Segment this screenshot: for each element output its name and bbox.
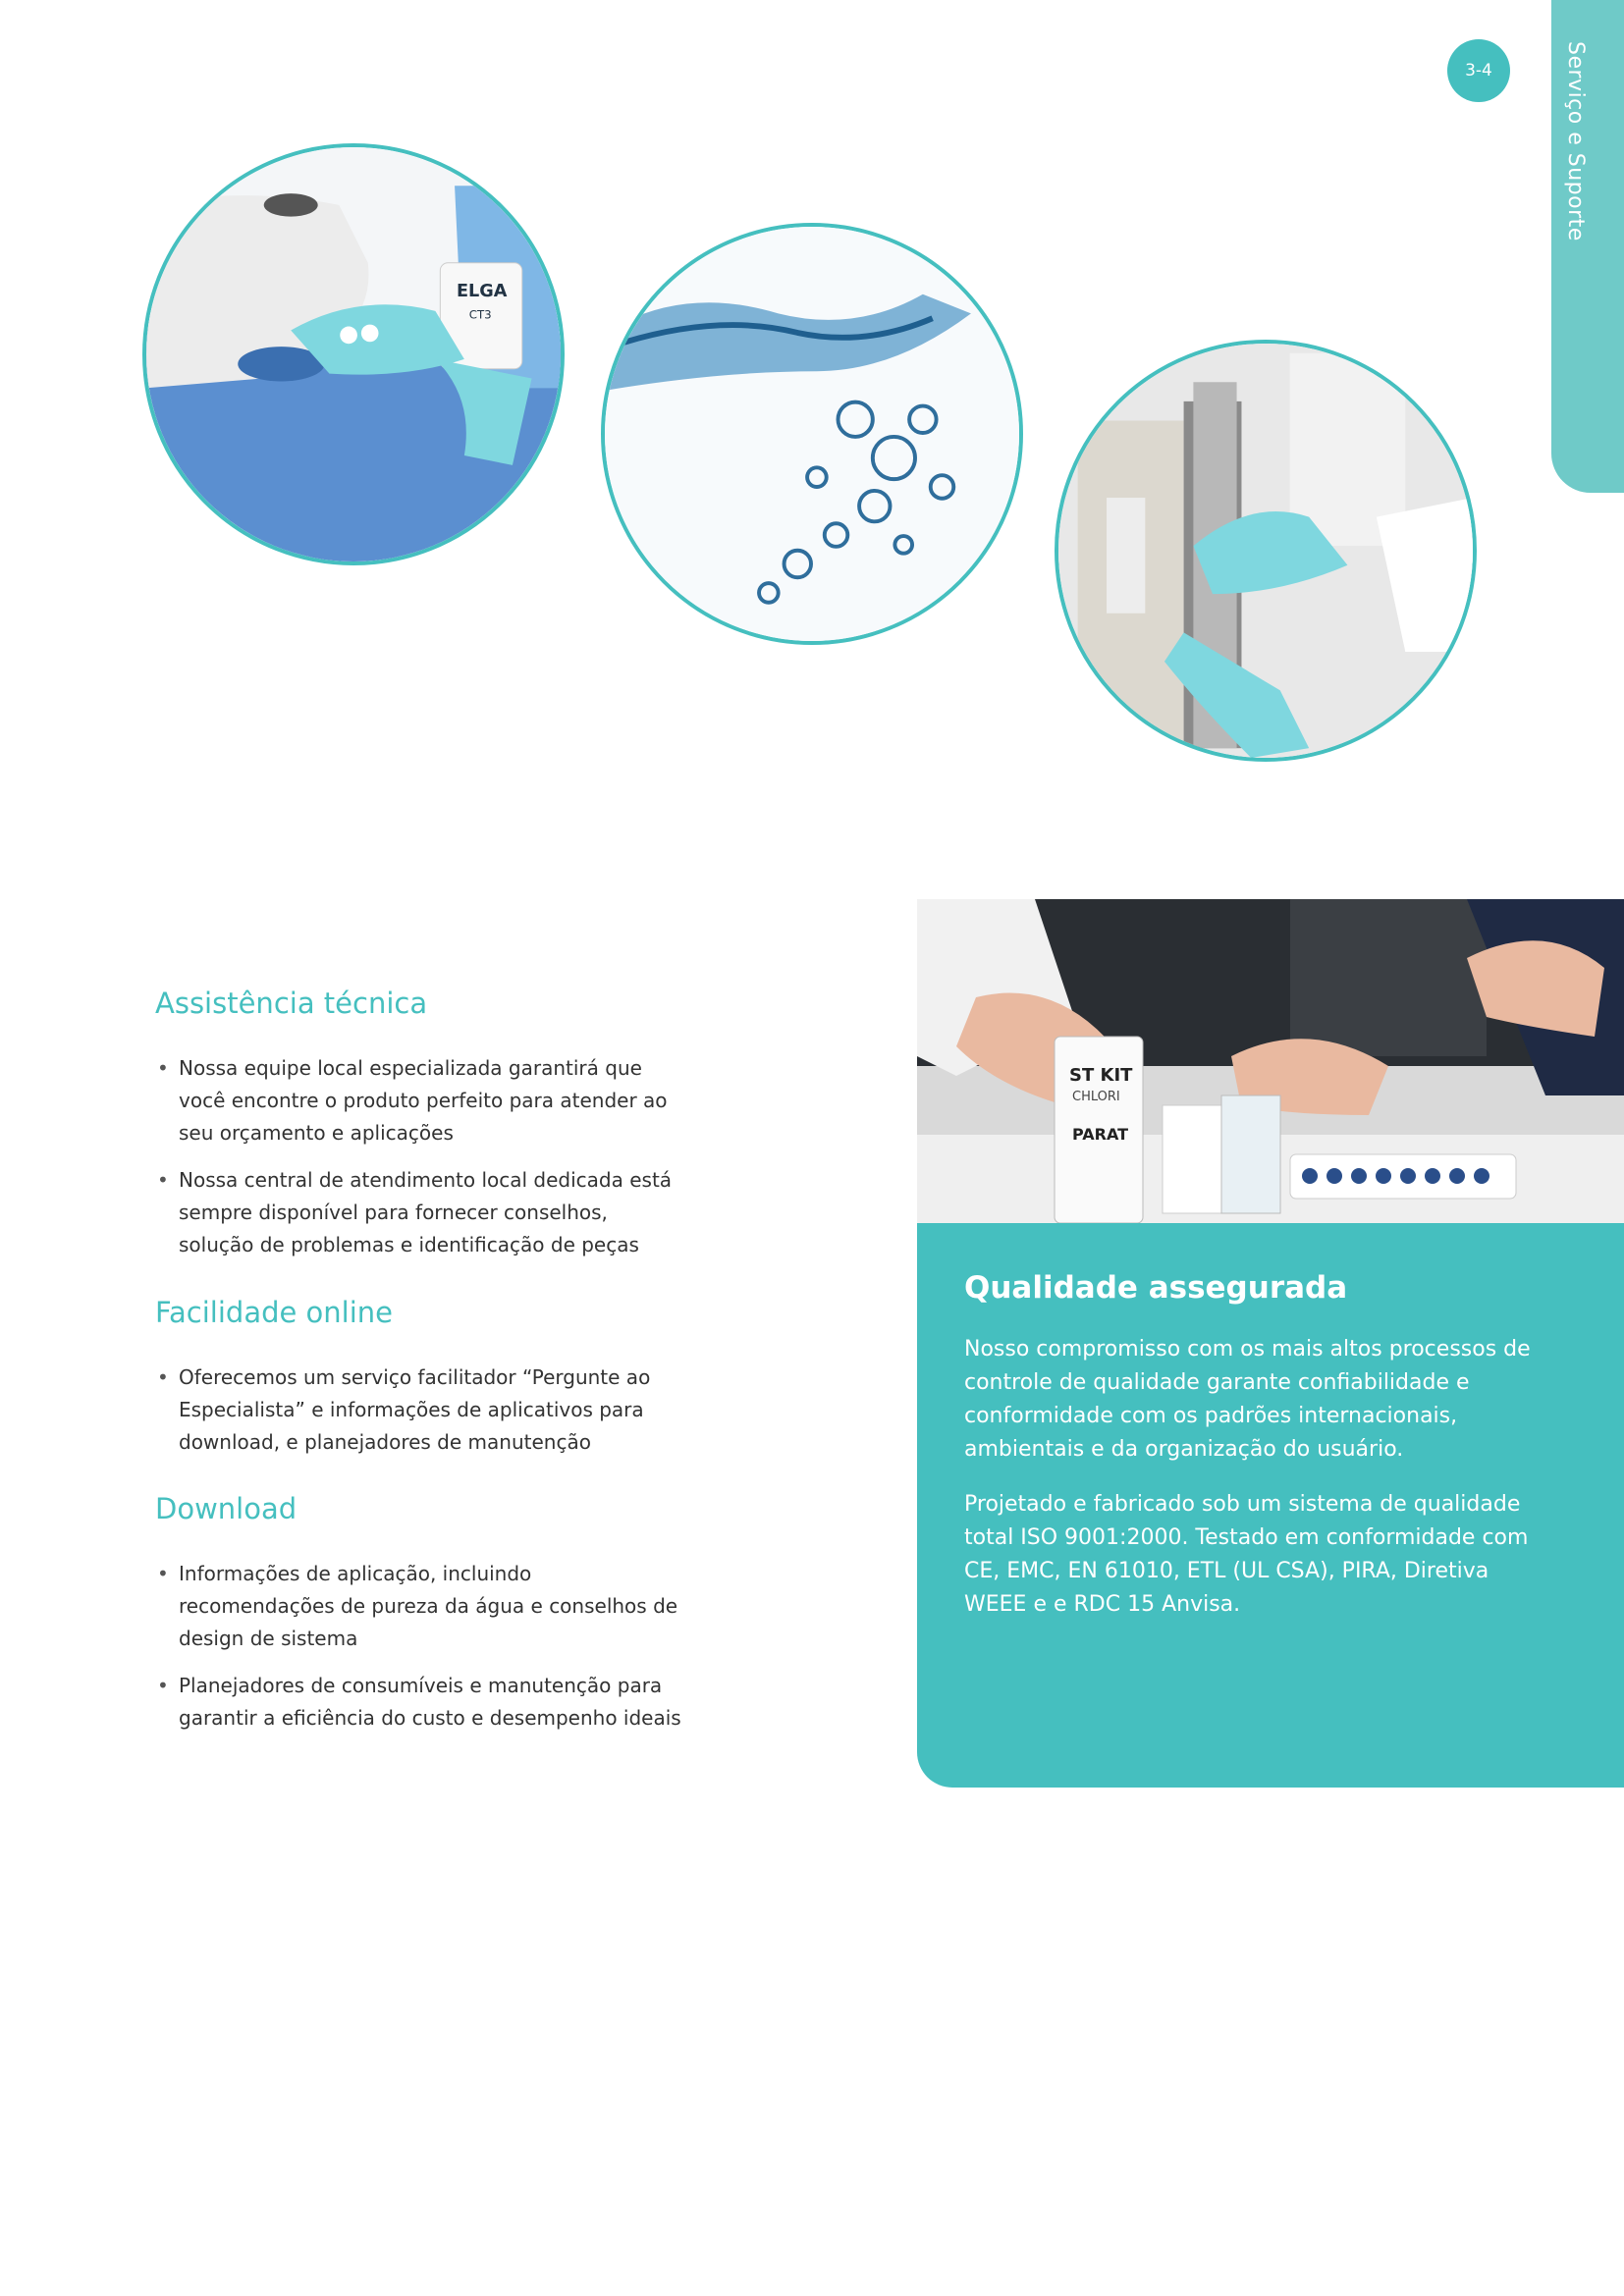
side-tab-label: Serviço e Suporte xyxy=(1563,41,1588,241)
list-item: • Oferecemos um serviço facilitador “Pergunte ao Especialista” e informações de aplicativos para download, e planejadores de manutenção xyxy=(155,1362,685,1459)
panel-paragraph: Projetado e fabricado sob um sistema de qualidade total ISO 9001:2000. Testado em conformidade com CE, EMC, EN 61010, ETL (UL CSA), PIRA, Diretiva WEEE e e RDC 15 Anvisa. xyxy=(964,1492,1529,1617)
quality-panel xyxy=(917,1223,1624,1788)
elga-label: ELGA xyxy=(457,282,508,302)
test-kit-sublabel: CHLORI xyxy=(1072,1090,1120,1104)
test-kit-label-2: PARAT xyxy=(1072,1125,1129,1144)
bullet-list xyxy=(155,1558,685,1735)
photo-tablets xyxy=(142,143,565,565)
photo-test-kit xyxy=(917,899,1624,1223)
page-number-badge: 3-4 xyxy=(1447,39,1510,102)
bullet-list xyxy=(155,1362,685,1459)
panel-paragraph: Nosso compromisso com os mais altos processos de controle de qualidade garante confiabilidade e conformidade com os padrões internacionais, ambientais e da organização do usuário. xyxy=(964,1337,1531,1462)
section-heading: Assistência técnica xyxy=(155,987,428,1020)
list-item: • Informações de aplicação, incluindo recomendações de pureza da água e conselhos de design de sistema xyxy=(155,1558,685,1655)
list-item: • Planejadores de consumíveis e manutenção para garantir a eficiência do custo e desempenho ideais xyxy=(155,1670,685,1735)
section-assistencia xyxy=(155,987,685,1276)
ct3-label: CT3 xyxy=(468,307,492,322)
section-facilidade xyxy=(155,1296,685,1473)
list-item: • Nossa central de atendimento local dedicada está sempre disponível para fornecer conselhos, solução de problemas e identificação de peças xyxy=(155,1164,685,1261)
section-heading: Download xyxy=(155,1492,298,1525)
list-item: • Nossa equipe local especializada garantirá que você encontre o produto perfeito para atender ao seu orçamento e aplicações xyxy=(155,1052,685,1149)
section-heading: Facilidade online xyxy=(155,1296,394,1329)
test-kit-label: ST KIT xyxy=(1069,1065,1133,1086)
panel-title: Qualidade assegurada xyxy=(964,1270,1348,1306)
photo-water-splash xyxy=(601,223,1023,645)
photo-cartridge-maintenance xyxy=(1055,340,1477,762)
bullet-list xyxy=(155,1052,685,1261)
section-download xyxy=(155,1492,685,1749)
